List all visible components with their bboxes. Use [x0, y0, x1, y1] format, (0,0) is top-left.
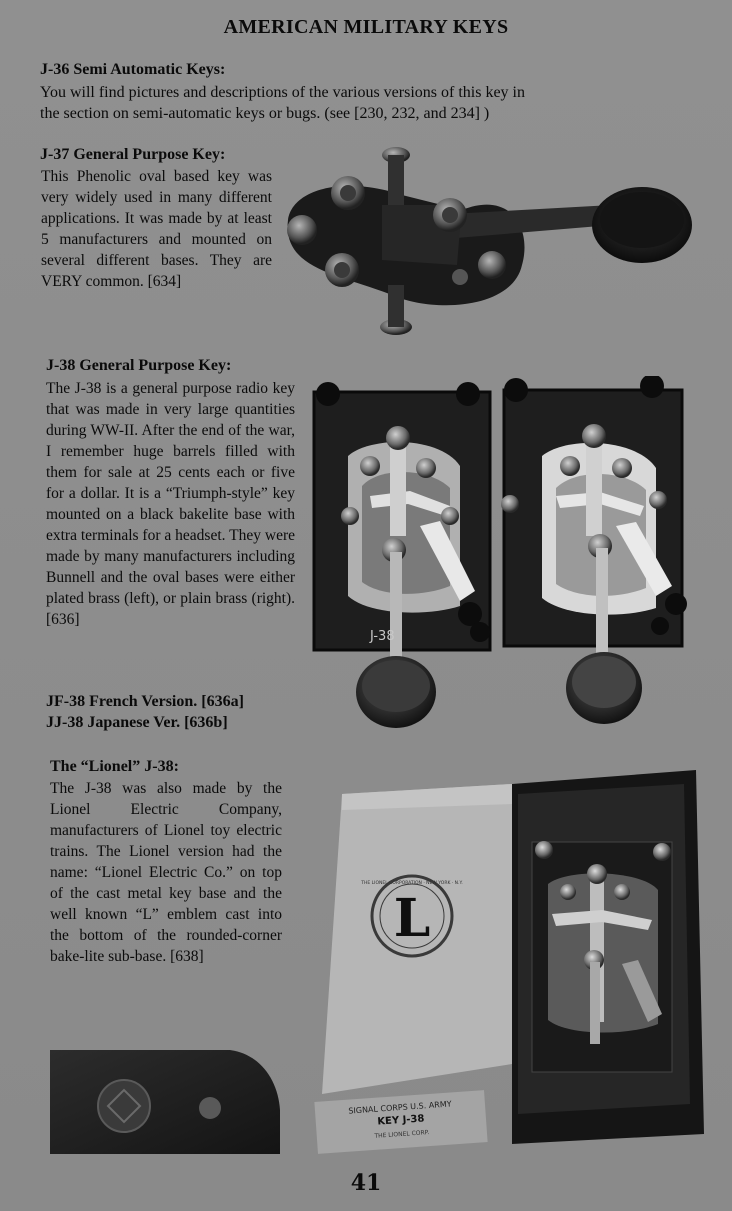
j38-body: The J-38 is a general purpose radio key that was made in very large quantities during WW-II. After the end of the war, I remember huge barrels filled with them for sale at 25 cents each or five for a dollar. It is a “Triumph-style” key mounted on a black bakelite base with extra terminals for a headset. They were made by many manufacturers including Bunnell and the oval bases were either plated brass (left), or plain brass (right). [636] — [46, 380, 295, 628]
lionel-box-photo — [312, 764, 710, 1154]
j38-keys-photo — [310, 376, 696, 748]
j37-body: This Phenolic oval based key was very widely used in many different applications. It was made by at least 5 manufacturers and mounted on several different bases. They are VERY common. [634] — [41, 168, 272, 290]
j38-japanese-version: JJ-38 Japanese Ver. [636b] — [46, 714, 228, 731]
j38-left-key — [314, 382, 490, 728]
j36-line2: the section on semi-automatic keys or bugs. (see [230, 232, and 234] ) — [40, 105, 490, 122]
page-title: AMERICAN MILITARY KEYS — [223, 16, 509, 38]
lionel-base-bottom-photo — [50, 1050, 280, 1154]
lionel-heading: The “Lionel” J-38: — [50, 758, 179, 775]
j36-heading: J-36 Semi Automatic Keys: — [40, 61, 226, 78]
lionel-emblem-letter: L — [393, 888, 431, 949]
lionel-body: The J-38 was also made by the Lionel Electric Company, manufacturers of Lionel toy electric trains. The Lionel version had the name: “Lionel Electric Co.” on top of the cast metal key base and the well known “L” emblem cast into the bottom of the rounded-corner bake-lite sub-base. [638] — [50, 780, 282, 965]
j37-key-photo — [282, 135, 692, 345]
lionel-emblem-ring: THE LIONEL CORPORATION · NEW YORK · N.Y. — [361, 881, 463, 886]
box-label-line1: SIGNAL CORPS U.S. ARMY — [348, 1099, 452, 1116]
j38-heading: J-38 General Purpose Key: — [46, 357, 232, 374]
j36-line1: You will find pictures and descriptions of the various versions of this key in — [40, 84, 525, 101]
j37-heading: J-37 General Purpose Key: — [40, 146, 226, 163]
box-label-line2: KEY J-38 — [377, 1113, 425, 1128]
page-number: 41 — [350, 1170, 382, 1196]
j38-left-label: J-38 — [370, 629, 395, 644]
j38-french-version: JF-38 French Version. [636a] — [46, 693, 244, 710]
box-label-line3: THE LIONEL CORP. — [374, 1129, 430, 1140]
j38-right-key — [501, 376, 687, 724]
